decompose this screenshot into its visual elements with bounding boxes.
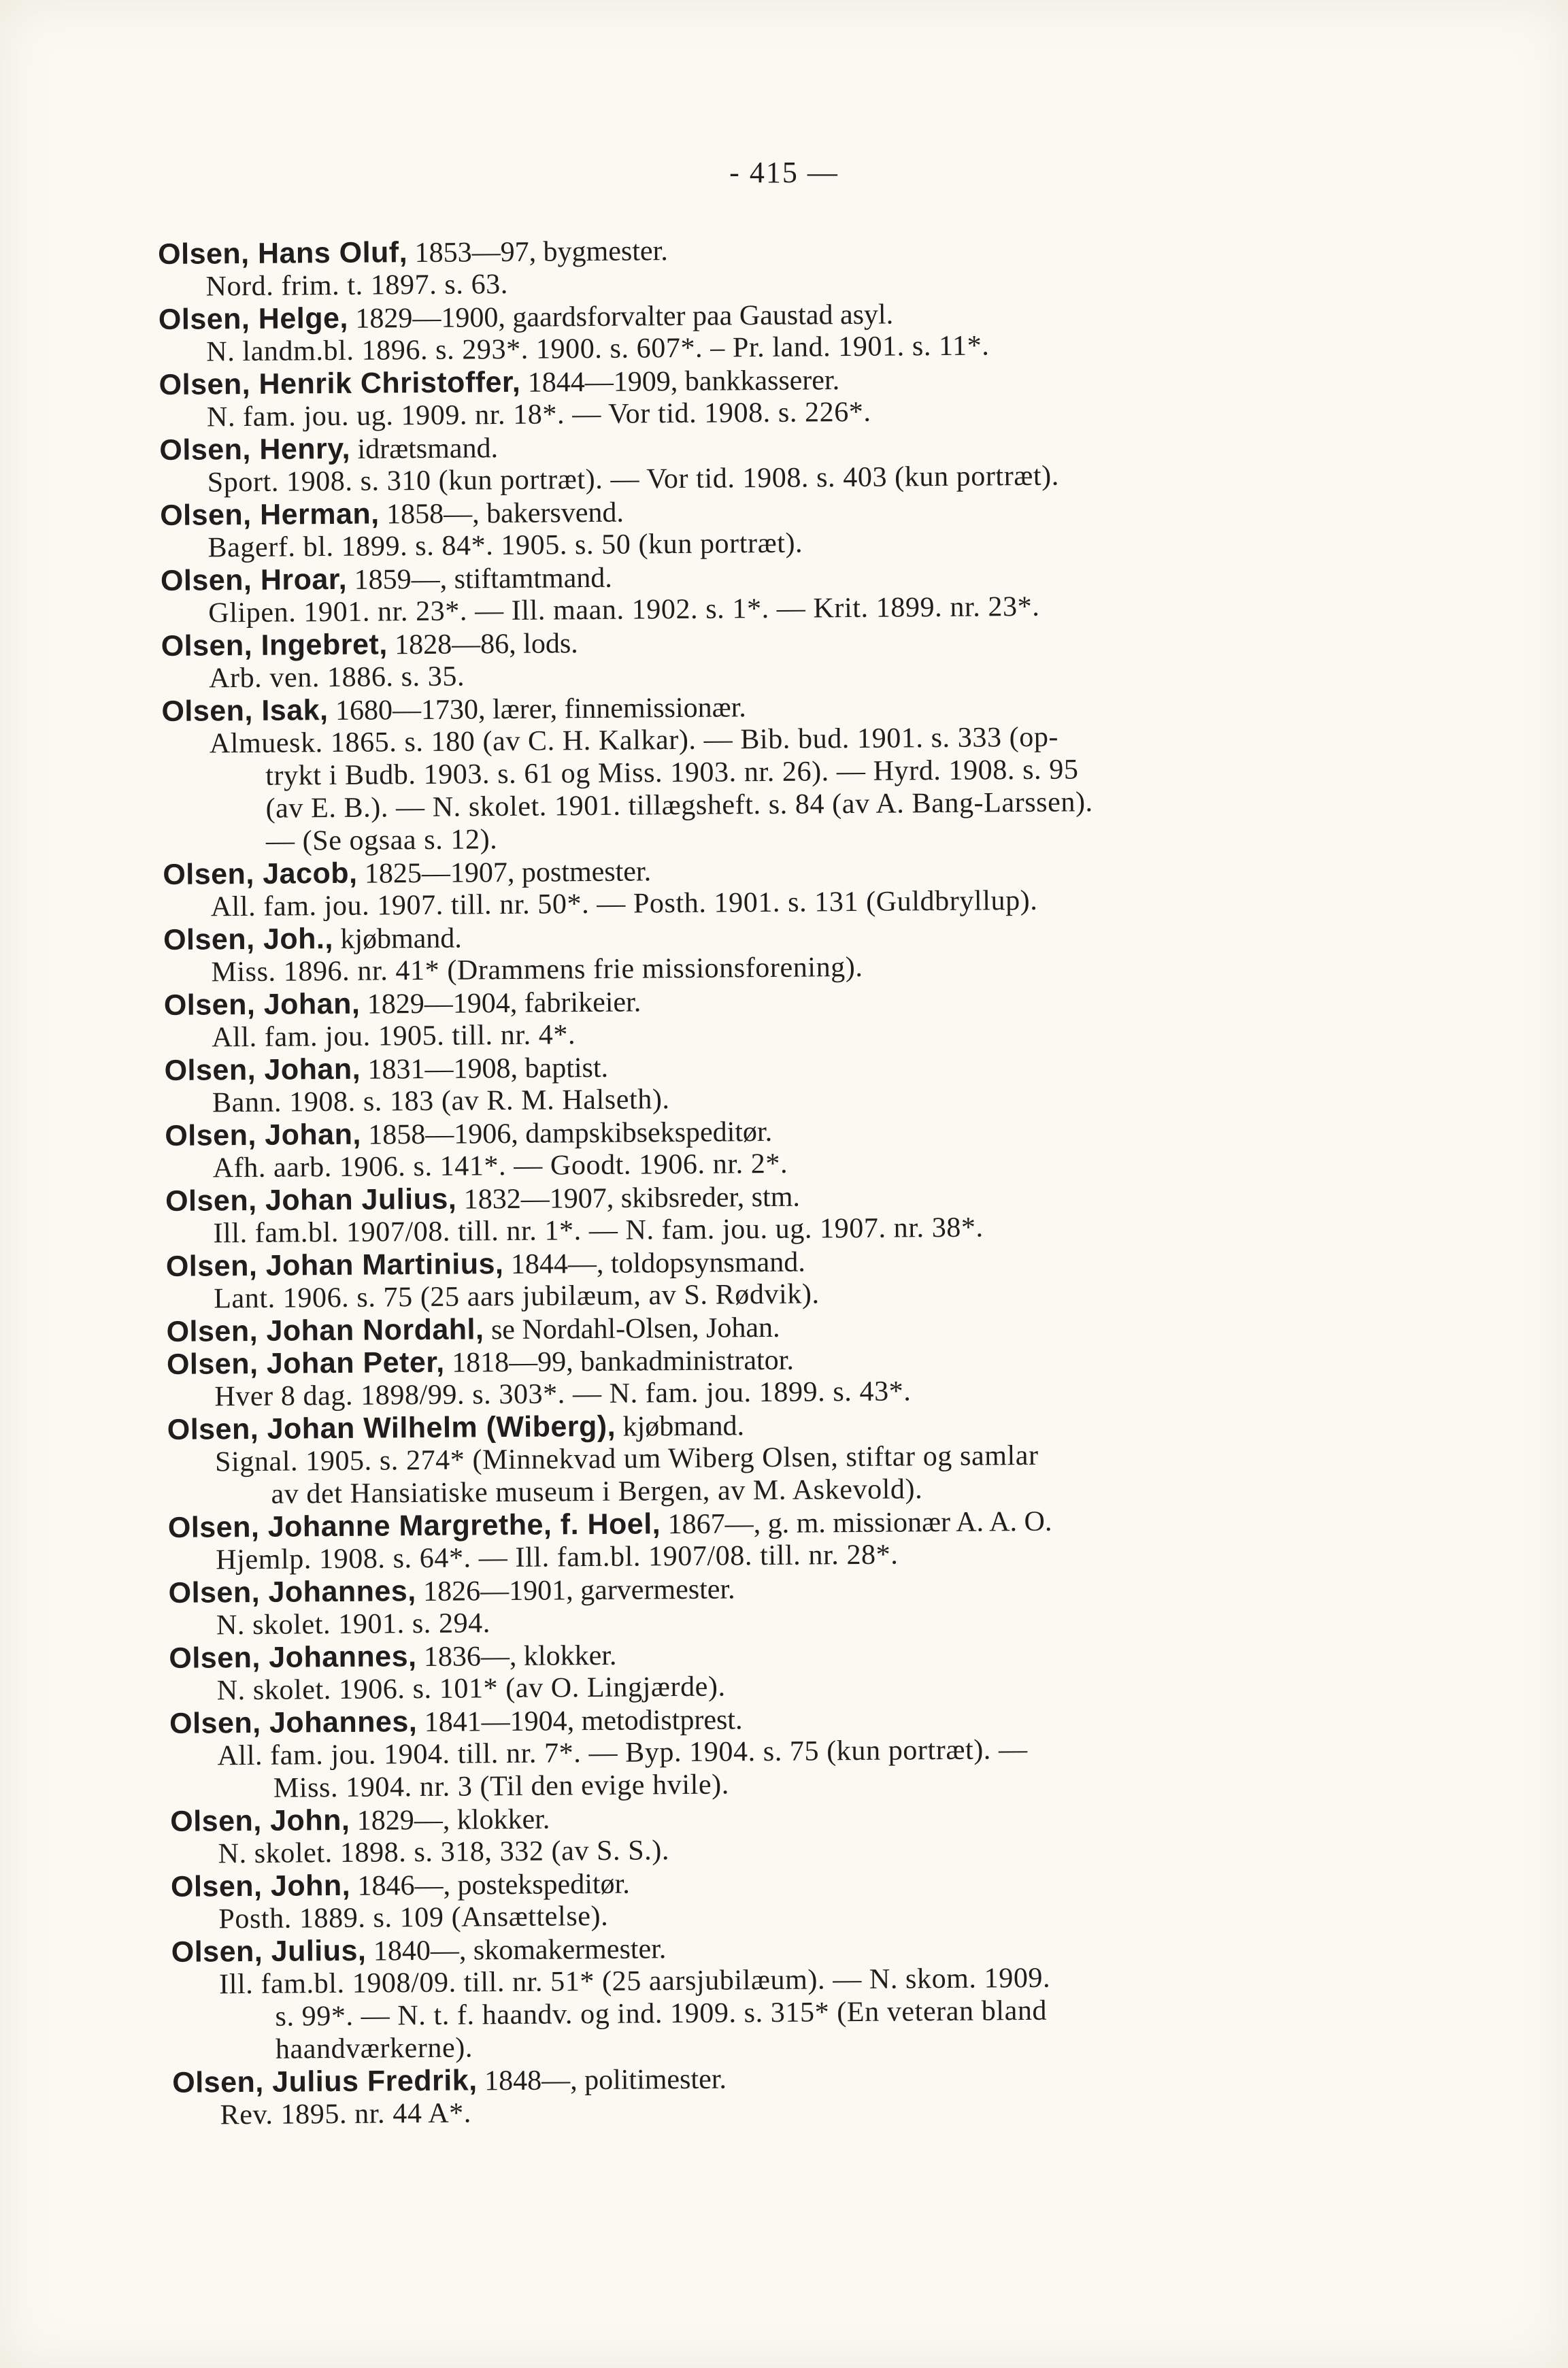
- entry-description: 1829—, klokker.: [350, 1803, 550, 1837]
- entry-reference: Bagerf. bl. 1899. s. 84*. 1905. s. 50 (kun portræt).: [207, 527, 803, 564]
- entry-name: Olsen, Henrik Christoffer,: [159, 365, 521, 401]
- entry-list: [158, 229, 1370, 2132]
- entry-description: kjøbmand.: [333, 922, 462, 956]
- entry-reference: Hver 8 dag. 1898/99. s. 303*. — N. fam. jou. 1899. s. 43*.: [214, 1375, 912, 1413]
- entry-description: 1818—99, bankadministrator.: [444, 1344, 795, 1379]
- entry-reference: Lant. 1906. s. 75 (25 aars jubilæum, av S. Rødvik).: [214, 1278, 820, 1315]
- entry-name: Olsen, Joh.,: [163, 922, 334, 956]
- index-entry: [161, 686, 1360, 858]
- entry-description: idrætsmand.: [350, 433, 499, 465]
- index-entry: [172, 2057, 1370, 2132]
- entry-description: 1859—, stiftamtmand.: [346, 562, 612, 596]
- entry-description: 1844—, toldopsynsmand.: [503, 1246, 805, 1281]
- index-entry: [164, 1045, 1362, 1120]
- index-entry: [167, 1404, 1365, 1512]
- entry-reference: Nord. frim. t. 1897. s. 63.: [205, 268, 509, 303]
- entry-reference: av det Hansiatiske museum i Bergen, av M. Askevold).: [271, 1473, 923, 1510]
- entry-reference: Almuesk. 1865. s. 180 (av C. H. Kalkar). — Bib. bud. 1901. s. 333 (op-: [209, 721, 1059, 760]
- index-entry: [165, 1175, 1363, 1250]
- entry-name: Olsen, Hans Oluf,: [158, 236, 408, 271]
- entry-reference: Miss. 1896. nr. 41* (Drammens frie missionsforening).: [211, 951, 863, 988]
- entry-name: Olsen, Jacob,: [163, 856, 358, 891]
- index-entry: [163, 849, 1361, 924]
- entry-name: Olsen, Helge,: [158, 301, 349, 336]
- index-entry: [171, 1927, 1369, 2067]
- index-entry: [159, 359, 1357, 434]
- entry-description: 1826—1901, garvermester.: [416, 1573, 735, 1608]
- entry-reference: N. skolet. 1901. s. 294.: [216, 1607, 491, 1641]
- entry-reference: All. fam. jou. 1907. till. nr. 50*. — Posth. 1901. s. 131 (Guldbryllup).: [210, 884, 1038, 923]
- entry-description: 1858—, bakersvend.: [379, 497, 624, 531]
- entry-description: 1829—1904, fabrikeier.: [360, 986, 641, 1020]
- entry-description: 1832—1907, skibsreder, stm.: [456, 1181, 801, 1216]
- entry-reference: Signal. 1905. s. 274* (Minnekvad um Wiberg Olsen, stiftar og samlar: [214, 1439, 1039, 1478]
- entry-name: Olsen, Isak,: [161, 694, 329, 728]
- entry-name: Olsen, Johan Martinius,: [165, 1248, 504, 1283]
- entry-name: Olsen, Johan Wilhelm (Wiberg),: [167, 1410, 616, 1446]
- entry-reference: — (Se ogsaa s. 12).: [265, 824, 498, 857]
- entry-description: kjøbmand.: [615, 1410, 745, 1443]
- entry-description: 1846—, postekspeditør.: [350, 1868, 630, 1902]
- entry-description: 1858—1906, dampskibsekspeditør.: [361, 1116, 773, 1151]
- index-entry: [167, 1339, 1365, 1414]
- index-entry: [165, 1110, 1363, 1185]
- entry-name: Olsen, John,: [170, 1869, 351, 1903]
- index-entry: [160, 490, 1358, 565]
- index-entry: [158, 229, 1356, 303]
- index-entry: [168, 1567, 1366, 1642]
- entry-reference: N. fam. jou. ug. 1909. nr. 18*. — Vor tid. 1908. s. 226*.: [206, 396, 871, 433]
- entry-reference: Ill. fam.bl. 1907/08. till. nr. 1*. — N. fam. jou. ug. 1907. nr. 38*.: [213, 1212, 984, 1250]
- index-entry: [161, 555, 1358, 630]
- page-number: - 415 —: [729, 156, 839, 189]
- entry-reference: Rev. 1895. nr. 44 A*.: [220, 2097, 472, 2131]
- entry-reference: haandværkerne).: [275, 2032, 473, 2065]
- entry-name: Olsen, Herman,: [160, 497, 380, 532]
- index-entry: [170, 1796, 1368, 1871]
- entry-description: 1848—, politimester.: [477, 2063, 727, 2097]
- entry-name: Olsen, Johannes,: [168, 1575, 416, 1610]
- entry-reference: trykt i Budb. 1903. s. 61 og Miss. 1903. nr. 26). — Hyrd. 1908. s. 95: [265, 754, 1079, 792]
- entry-description: 1853—97, bygmester.: [407, 235, 668, 269]
- entry-name: Olsen, Johanne Margrethe, f. Hoel,: [167, 1507, 661, 1544]
- entry-reference: Arb. ven. 1886. s. 35.: [208, 661, 465, 695]
- entry-description: se Nordahl-Olsen, Johan.: [484, 1312, 780, 1346]
- index-entry: [164, 980, 1362, 1054]
- entry-name: Olsen, Henry,: [159, 432, 351, 467]
- entry-reference: s. 99*. — N. t. f. haandv. og ind. 1909. s. 315* (En veteran bland: [275, 1995, 1048, 2033]
- entry-description: 1867—, g. m. missionær A. A. O.: [660, 1505, 1052, 1541]
- entry-reference: Posth. 1889. s. 109 (Ansættelse).: [218, 1900, 609, 1935]
- entry-reference: Bann. 1908. s. 183 (av R. M. Halseth).: [212, 1084, 670, 1119]
- entry-name: Olsen, Johan Nordahl,: [166, 1313, 484, 1348]
- entry-description: 1831—1908, baptist.: [360, 1052, 609, 1086]
- entry-name: Olsen, Johan,: [165, 1118, 362, 1152]
- index-entry: [171, 1861, 1369, 1936]
- entry-name: Olsen, Hroar,: [160, 563, 348, 597]
- entry-name: Olsen, Johan Julius,: [165, 1182, 457, 1218]
- index-entry: [163, 914, 1361, 989]
- entry-description: 1825—1907, postmester.: [357, 856, 652, 890]
- index-entry: [168, 1502, 1366, 1577]
- entry-description: 1680—1730, lærer, finnemissionær.: [328, 692, 746, 727]
- entry-description: 1844—1909, bankkasserer.: [520, 365, 840, 399]
- entry-name: Olsen, Johannes,: [169, 1705, 418, 1740]
- index-entry: [166, 1241, 1364, 1316]
- entry-reference: Sport. 1908. s. 310 (kun portræt). — Vor tid. 1908. s. 403 (kun portræt).: [207, 460, 1060, 499]
- entry-reference: N. landm.bl. 1896. s. 293*. 1900. s. 607*. – Pr. land. 1901. s. 11*.: [206, 330, 990, 368]
- entry-description: 1828—86, lods.: [387, 628, 578, 661]
- entry-reference: N. skolet. 1906. s. 101* (av O. Lingjærde).: [216, 1671, 726, 1707]
- entry-name: Olsen, Johan Peter,: [166, 1346, 445, 1381]
- index-entry: [169, 1698, 1367, 1805]
- entry-name: Olsen, Johan,: [163, 987, 361, 1022]
- entry-description: 1841—1904, metodistprest.: [417, 1704, 743, 1739]
- entry-description: 1829—1900, gaardsforvalter paa Gaustad asyl.: [348, 299, 894, 335]
- entry-reference: (av E. B.). — N. skolet. 1901. tillægsheft. s. 84 (av A. Bang-Larssen).: [265, 786, 1093, 824]
- entry-name: Olsen, Ingebret,: [161, 628, 388, 663]
- entry-reference: All. fam. jou. 1905. till. nr. 4*.: [212, 1019, 576, 1054]
- entry-reference: Hjemlp. 1908. s. 64*. — Ill. fam.bl. 1907/08. till. nr. 28*.: [216, 1539, 899, 1576]
- entry-name: Olsen, John,: [170, 1803, 350, 1838]
- entry-name: Olsen, Julius,: [171, 1934, 367, 1969]
- index-entry: [169, 1633, 1367, 1707]
- entry-reference: All. fam. jou. 1904. till. nr. 7*. — Byp. 1904. s. 75 (kun portræt). —: [217, 1734, 1028, 1772]
- entry-description: 1840—, skomakermester.: [366, 1933, 667, 1967]
- index-entry: [159, 424, 1357, 499]
- index-entry: [161, 620, 1359, 695]
- entry-reference: Afh. aarb. 1906. s. 141*. — Goodt. 1906. nr. 2*.: [212, 1148, 788, 1184]
- entry-reference: Miss. 1904. nr. 3 (Til den evige hvile).: [273, 1769, 729, 1804]
- entry-reference: Glipen. 1901. nr. 23*. — Ill. maan. 1902. s. 1*. — Krit. 1899. nr. 23*.: [208, 590, 1040, 629]
- entry-name: Olsen, Johan,: [164, 1052, 361, 1087]
- entry-description: 1836—, klokker.: [416, 1639, 617, 1673]
- entry-name: Olsen, Johannes,: [169, 1640, 417, 1675]
- entry-reference: Ill. fam.bl. 1908/09. till. nr. 51* (25 aarsjubilæum). — N. skom. 1909.: [218, 1962, 1051, 2001]
- entry-reference: N. skolet. 1898. s. 318, 332 (av S. S.).: [218, 1835, 670, 1870]
- entry-name: Olsen, Julius Fredrik,: [172, 2064, 478, 2099]
- index-entry: [159, 294, 1356, 369]
